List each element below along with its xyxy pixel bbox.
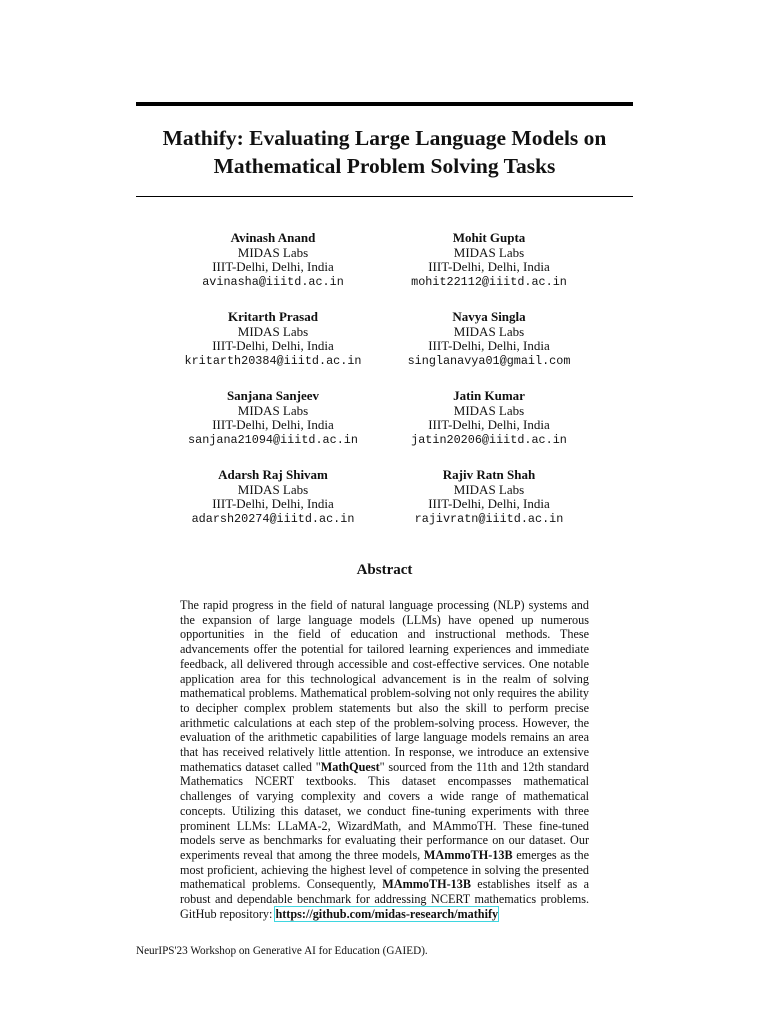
author-affiliation: MIDAS Labs	[237, 402, 309, 418]
author-block	[148, 468, 398, 526]
author-email[interactable]: rajivratn@iiitd.ac.in	[414, 511, 564, 526]
author-location: IIIT-Delhi, Delhi, India	[428, 417, 550, 432]
abstract-part-1: The rapid progress in the field of natural language processing (NLP) systems and the expansion of large language models (LLMs) have opened up numerous opportunities in the field of education and instructional methods. These advancements offer the potential for tailored learning experiences and immediate feedback, all delivered through accessible and cost-effective services. One notable application area for this technological advancement is in the realm of solving mathematical problems. Mathematical problem-solving not only requires the ability to decipher complex problem statements but also the skill to perform precise arithmetic calculations at each step of the problem-solving process. However, the evaluation of the arithmetic capabilities of large language models remains an area that has received relatively little attention. In response, we introduce an extensive mathematics dataset called "	[180, 598, 589, 774]
author-affiliation: MIDAS Labs	[453, 402, 525, 418]
title-rule	[136, 196, 633, 197]
abstract-text	[180, 598, 589, 921]
author-location: IIIT-Delhi, Delhi, India	[428, 259, 550, 274]
abstract-part-3: emerges as the most proficient, achieving the highest level of competence in solving the presented mathematical problems. Consequently,	[180, 847, 589, 892]
author-email[interactable]: mohit22112@iiitd.ac.in	[411, 274, 567, 289]
author-email[interactable]: kritarth20384@iiitd.ac.in	[184, 353, 362, 368]
github-repo-link[interactable]: https://github.com/midas-research/mathify	[275, 906, 499, 921]
author-block	[364, 231, 614, 289]
title-line-1: Mathify: Evaluating Large Language Models on	[162, 126, 607, 150]
model-name-1: MAmmoTH-13B	[423, 847, 513, 862]
author-name: Avinash Anand	[230, 230, 316, 245]
author-block	[364, 389, 614, 447]
author-name: Rajiv Ratn Shah	[442, 467, 536, 482]
author-email[interactable]: jatin20206@iiitd.ac.in	[411, 432, 567, 447]
abstract-part-4: establishes itself as a robust and dependable benchmark for addressing NCERT mathematics problems. GitHub repository:	[180, 877, 589, 921]
title-line-2: Mathematical Problem Solving Tasks	[213, 154, 556, 178]
author-name: Jatin Kumar	[453, 388, 525, 403]
author-affiliation: MIDAS Labs	[453, 244, 525, 260]
author-block	[364, 468, 614, 526]
author-name: Kritarth Prasad	[228, 309, 318, 324]
abstract-heading: Abstract	[356, 562, 413, 578]
author-location: IIIT-Delhi, Delhi, India	[212, 496, 334, 511]
author-email[interactable]: avinasha@iiitd.ac.in	[202, 274, 344, 289]
author-block	[148, 310, 398, 368]
paper-title	[136, 124, 633, 180]
author-email[interactable]: sanjana21094@iiitd.ac.in	[188, 432, 358, 447]
top-rule	[136, 102, 633, 106]
author-name: Navya Singla	[452, 309, 526, 324]
dataset-name: MathQuest	[320, 759, 380, 774]
author-block	[148, 389, 398, 447]
author-email[interactable]: singlanavya01@gmail.com	[407, 353, 571, 368]
author-name: Mohit Gupta	[452, 230, 526, 245]
author-location: IIIT-Delhi, Delhi, India	[428, 496, 550, 511]
author-location: IIIT-Delhi, Delhi, India	[428, 338, 550, 353]
venue-footnote: NeurIPS'23 Workshop on Generative AI for Education (GAIED).	[136, 945, 428, 957]
author-affiliation: MIDAS Labs	[237, 244, 309, 260]
author-name: Sanjana Sanjeev	[226, 388, 320, 403]
author-affiliation: MIDAS Labs	[453, 481, 525, 497]
author-name: Adarsh Raj Shivam	[218, 467, 328, 482]
author-block	[364, 310, 614, 368]
model-name-2: MAmmoTH-13B	[382, 877, 471, 892]
author-affiliation: MIDAS Labs	[453, 323, 525, 339]
author-location: IIIT-Delhi, Delhi, India	[212, 259, 334, 274]
author-affiliation: MIDAS Labs	[237, 481, 309, 497]
author-affiliation: MIDAS Labs	[237, 323, 309, 339]
abstract-part-2: " sourced from the 11th and 12th standard Mathematics NCERT textbooks. This dataset encompasses mathematical challenges of varying complexity and covers a wide range of mathematical concepts. Utilizing this dataset, we conduct fine-tuning experiments with three prominent LLMs: LLaMA-2, WizardMath, and MAmmoTH. These fine-tuned models serve as benchmarks for evaluating their performance on our dataset. Our experiments reveal that among the three models,	[180, 759, 589, 862]
author-email[interactable]: adarsh20274@iiitd.ac.in	[191, 511, 355, 526]
author-location: IIIT-Delhi, Delhi, India	[212, 338, 334, 353]
author-location: IIIT-Delhi, Delhi, India	[212, 417, 334, 432]
author-block	[148, 231, 398, 289]
